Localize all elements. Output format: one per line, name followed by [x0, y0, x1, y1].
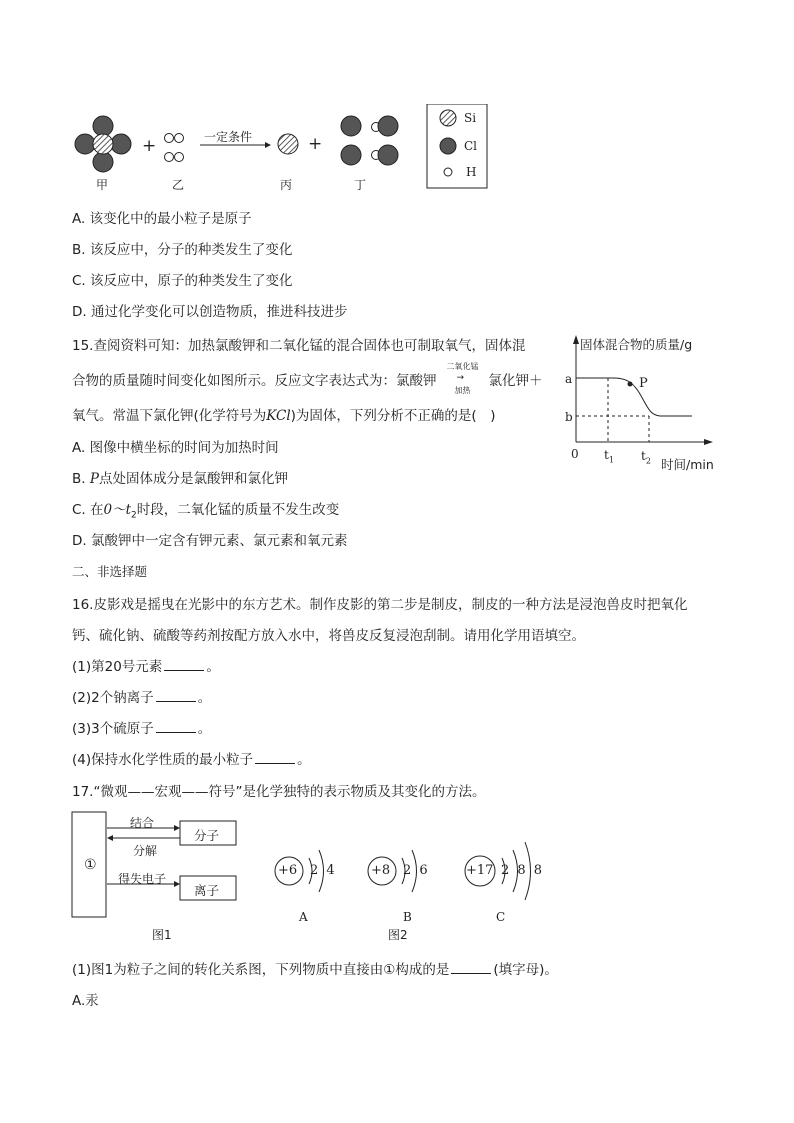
atom-c-label: C [496, 910, 506, 924]
answer-blank[interactable] [156, 689, 196, 702]
legend-si: Si [464, 111, 477, 125]
graph-xlabel: 时间/min [661, 457, 714, 472]
graph-t1 [604, 448, 614, 464]
atom-b-nucleus: +8 [371, 863, 391, 878]
mass-curve [576, 378, 692, 416]
q15-c-post: 时段，二氧化锰的质量不发生改变 [136, 502, 340, 518]
arrow-heat: 加热 [454, 386, 471, 395]
q15-c-sub: 2 [131, 510, 137, 521]
molecule-jia [75, 116, 131, 172]
q17-sub1-b: 构成的是 [395, 962, 450, 978]
q16-item-3-text: (3)3个硫原子 [72, 721, 154, 737]
legend-h: H [466, 165, 477, 179]
label-jia: 甲 [96, 178, 109, 192]
graph-a: a [565, 372, 573, 386]
q15-line2 [72, 362, 543, 395]
label-combine: 结合 [130, 816, 155, 830]
atom-c-shells: 2 8 8 [501, 863, 545, 878]
t2-sub: 2 [645, 456, 651, 466]
q15-option-b: B. P点处固体成分是氯酸钾和氯化钾 [72, 471, 288, 487]
label-molecule: 分子 [194, 828, 220, 843]
q16-item-1 [72, 655, 220, 675]
q15-c-math: 0～t [103, 502, 132, 518]
q15-option-c [72, 498, 339, 521]
q16-item-4-text: (4)保持水化学性质的最小粒子 [72, 752, 254, 768]
graph-p: P [639, 376, 648, 391]
label-split: 分解 [133, 844, 158, 858]
answer-blank[interactable] [164, 658, 204, 671]
q14-option-a: A. 该变化中的最小粒子是原子 [72, 211, 252, 227]
q16-item-2 [72, 686, 211, 706]
answer-blank[interactable] [156, 720, 196, 733]
fig1-caption: 图1 [152, 928, 172, 942]
cl-legend-icon [440, 138, 456, 154]
legend-cl: Cl [464, 139, 478, 153]
p-symbol: P [89, 471, 99, 487]
q17-option-a: A.汞 [72, 993, 99, 1009]
q17-sub1-symbol: ① [383, 962, 396, 978]
label-yi: 乙 [172, 178, 185, 192]
h-legend-icon [444, 168, 452, 176]
q17-sub1 [72, 958, 558, 978]
q16-end: 。 [206, 659, 220, 675]
q15-line2a: 合物的质量随时间变化如图所示。反应文字表达式为：氯酸钾 [72, 373, 437, 389]
q16-item-4 [72, 748, 311, 768]
q15-option-d: D. 氯酸钾中一定含有钾元素、氯元素和氧元素 [72, 533, 348, 549]
q16-line1: 16.皮影戏是摇曳在光影中的东方艺术。制作皮影的第二步是制皮，制皮的一种方法是浸泡兽皮时把氧化 [72, 597, 688, 613]
q16-line2: 钙、硫化钠、硫酸等药剂按配方放入水中，将兽皮反复浸泡刮制。请用化学用语填空。 [72, 628, 585, 644]
q15-line3b: )为固体，下列分析不正确的是( ) [290, 408, 496, 424]
atom-a-shells: 2 4 [310, 863, 337, 878]
answer-blank[interactable] [255, 751, 295, 764]
label-gain-lose-electrons: 得失电子 [118, 872, 167, 886]
q15-c-pre: C. 在 [72, 502, 104, 518]
center-symbol: ① [84, 857, 97, 873]
label-bing: 丙 [280, 178, 293, 192]
fig2-caption: 图2 [388, 928, 408, 942]
atom-a-nucleus: +6 [278, 863, 298, 878]
graph-b: b [565, 410, 573, 424]
q16-item-3 [72, 717, 211, 737]
t1-sub: 1 [608, 455, 614, 465]
legend-box [427, 104, 487, 188]
q17-sub1-c: (填字母)。 [493, 962, 558, 978]
kcl-formula: KCl [266, 408, 291, 424]
molecule-bing [278, 134, 298, 154]
label-ion: 离子 [194, 883, 220, 898]
arrow-catalyst: 二氧化锰 [446, 362, 479, 371]
q15-line1: 15.查阅资料可知：加热氯酸钾和二氧化锰的混合固体也可制取氧气，固体混 [72, 338, 526, 354]
atom-a-label: A [299, 910, 308, 924]
q16-end: 。 [297, 752, 311, 768]
answer-blank[interactable] [451, 961, 491, 974]
plus-sign-2: + [308, 134, 323, 154]
graph-ylabel: 固体混合物的质量/g [580, 337, 693, 352]
label-ding: 丁 [354, 178, 367, 192]
q15-line3 [72, 404, 495, 424]
t2-t: t [641, 449, 646, 463]
q17-sub1-a: (1)图1为粒子之间的转化关系图，下列物质中直接由 [72, 962, 384, 978]
atom-c-nucleus: +17 [466, 863, 494, 878]
q16-end: 。 [197, 690, 212, 706]
reaction-arrow-condition: 二氧化锰 → 加热 [437, 374, 489, 388]
q15-option-a: A. 图像中横坐标的时间为加热时间 [72, 440, 279, 456]
t1-t: t [604, 448, 609, 462]
plus-sign-1: + [142, 136, 157, 156]
q16-item-1-text: (1)第20号元素 [72, 659, 163, 675]
graph-t2 [641, 449, 651, 465]
section-heading: 二、非选择题 [72, 564, 148, 579]
atom-b-label: B [403, 910, 412, 924]
q14-option-d: D. 通过化学变化可以创造物质，推进科技进步 [72, 304, 348, 320]
reaction-condition: 一定条件 [204, 130, 253, 144]
q15-option-b-text: 点处固体成分是氯酸钾和氯化钾 [98, 471, 288, 487]
molecule-ding [341, 116, 398, 165]
graph-origin: 0 [571, 447, 579, 461]
q14-option-b: B. 该反应中，分子的种类发生了变化 [72, 242, 293, 258]
q16-item-2-text: (2)2个钠离子 [72, 690, 154, 706]
atom-b-shells: 2 6 [403, 863, 430, 878]
q16-end: 。 [197, 721, 212, 737]
point-p [628, 382, 633, 387]
q17-line1: 17.“微观——宏观——符号”是化学独特的表示物质及其变化的方法。 [72, 784, 486, 800]
q15-line2b: 氯化钾＋ [488, 373, 543, 389]
q15-line3a: 氧气。常温下氯化钾(化学符号为 [72, 408, 267, 424]
si-legend-icon [440, 110, 456, 126]
q14-option-c: C. 该反应中，原子的种类发生了变化 [72, 273, 293, 289]
molecule-yi [165, 134, 184, 162]
